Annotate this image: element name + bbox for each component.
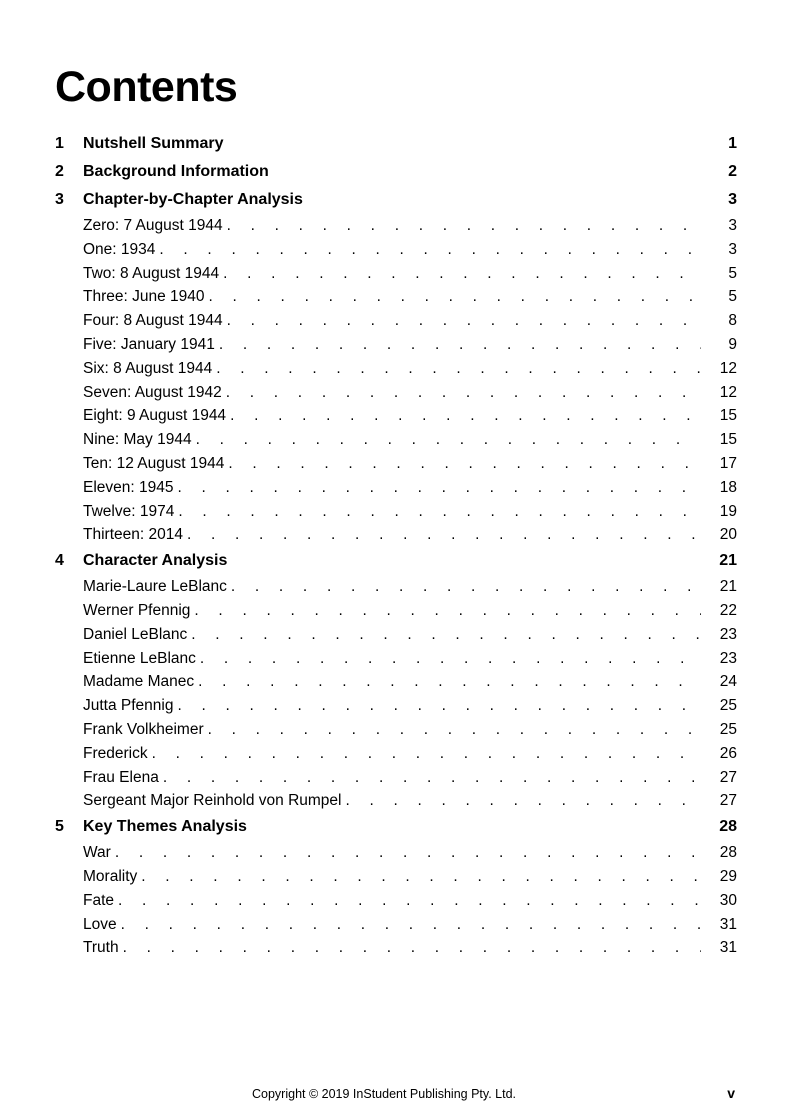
entry-title: War xyxy=(83,844,111,862)
chapter-number: 3 xyxy=(55,191,64,208)
entry-page: 27 xyxy=(719,792,737,810)
entry-page: 18 xyxy=(719,478,737,496)
chapter-page: 1 xyxy=(728,135,737,152)
toc-entry[interactable] xyxy=(55,844,737,868)
dot-leader xyxy=(231,578,701,596)
toc-entry[interactable] xyxy=(55,916,737,940)
dot-leader xyxy=(196,431,701,449)
chapter-page: 21 xyxy=(719,552,737,570)
copyright-notice: Copyright © 2019 InStudent Publishing Pty. Ltd. xyxy=(252,1087,517,1101)
entry-page: 5 xyxy=(728,264,737,282)
toc-entry[interactable] xyxy=(55,336,737,360)
entry-title: Thirteen: 2014 xyxy=(83,526,183,544)
entry-page: 30 xyxy=(719,891,737,909)
entry-page: 26 xyxy=(719,744,737,762)
entry-page: 29 xyxy=(719,867,737,885)
dot-leader xyxy=(178,479,702,497)
toc-entry[interactable] xyxy=(55,626,737,650)
entry-page: 5 xyxy=(728,288,737,306)
entry-page: 31 xyxy=(719,915,737,933)
toc-entry[interactable] xyxy=(55,217,737,241)
entry-page: 9 xyxy=(728,335,737,353)
page-number: v xyxy=(727,1085,735,1101)
entry-page: 17 xyxy=(719,454,737,472)
entry-title: Three: June 1940 xyxy=(83,288,205,306)
dot-leader xyxy=(159,241,701,259)
entry-page: 25 xyxy=(719,720,737,738)
entry-page: 20 xyxy=(719,526,737,544)
dot-leader xyxy=(191,626,701,644)
entry-title: Five: January 1941 xyxy=(83,335,215,353)
entry-page: 19 xyxy=(719,502,737,520)
toc-entry[interactable] xyxy=(55,407,737,431)
chapter-number: 2 xyxy=(55,163,64,180)
toc-entry[interactable] xyxy=(55,384,737,408)
entry-page: 25 xyxy=(719,697,737,715)
dot-leader xyxy=(227,217,701,235)
dot-leader xyxy=(178,503,701,521)
entry-page: 22 xyxy=(719,601,737,619)
dot-leader xyxy=(194,602,701,620)
dot-leader xyxy=(121,916,701,934)
chapter-title: Chapter-by-Chapter Analysis xyxy=(83,191,303,208)
entry-page: 28 xyxy=(719,844,737,862)
dot-leader xyxy=(198,673,701,691)
entry-title: Ten: 12 August 1944 xyxy=(83,454,225,472)
chapter-page: 28 xyxy=(719,818,737,836)
entry-page: 24 xyxy=(719,673,737,691)
dot-leader xyxy=(223,265,701,283)
toc-entry[interactable] xyxy=(55,265,737,289)
toc-entry[interactable] xyxy=(55,939,737,963)
toc-chapter-3[interactable] xyxy=(55,189,737,217)
toc-entry[interactable] xyxy=(55,241,737,265)
dot-leader xyxy=(227,312,701,330)
entry-title: Marie-Laure LeBlanc xyxy=(83,578,227,596)
toc-entry[interactable] xyxy=(55,673,737,697)
chapter-title: Background Information xyxy=(83,163,269,180)
entry-page: 31 xyxy=(719,939,737,957)
toc-entry[interactable] xyxy=(55,650,737,674)
entry-title: Four: 8 August 1944 xyxy=(83,312,223,330)
entry-page: 23 xyxy=(719,625,737,643)
toc-entry[interactable] xyxy=(55,892,737,916)
entry-page: 8 xyxy=(728,312,737,330)
dot-leader xyxy=(209,288,701,306)
dot-leader xyxy=(118,892,701,910)
entry-title: Twelve: 1974 xyxy=(83,502,175,520)
dot-leader xyxy=(141,868,701,886)
toc-entry[interactable] xyxy=(55,721,737,745)
entry-page: 12 xyxy=(719,359,737,377)
entry-title: Frau Elena xyxy=(83,768,159,786)
entry-title: Two: 8 August 1944 xyxy=(83,264,220,282)
toc-entry[interactable] xyxy=(55,868,737,892)
chapter-title: Nutshell Summary xyxy=(83,135,224,152)
entry-page: 15 xyxy=(719,407,737,425)
dot-leader xyxy=(123,939,701,957)
toc-entry[interactable] xyxy=(55,769,737,793)
dot-leader xyxy=(115,844,701,862)
entry-page: 3 xyxy=(728,217,737,234)
toc-entry[interactable] xyxy=(55,360,737,384)
entry-title: Six: 8 August 1944 xyxy=(83,359,213,377)
toc-entry[interactable] xyxy=(55,431,737,455)
entry-page: 12 xyxy=(719,383,737,401)
chapter-page: 2 xyxy=(728,163,737,180)
chapter-number: 1 xyxy=(55,135,64,152)
entry-title: Nine: May 1944 xyxy=(83,431,192,449)
dot-leader xyxy=(200,650,701,668)
entry-title: Truth xyxy=(83,939,119,957)
dot-leader xyxy=(208,721,701,739)
dot-leader xyxy=(228,455,701,473)
dot-leader xyxy=(152,745,701,763)
entry-page: 21 xyxy=(719,578,737,596)
entry-title: Frank Volkheimer xyxy=(83,720,204,738)
entry-page: 27 xyxy=(719,768,737,786)
entry-title: Sergeant Major Reinhold von Rumpel xyxy=(83,792,342,810)
chapter-title: Key Themes Analysis xyxy=(83,818,247,836)
entry-title: Frederick xyxy=(83,744,148,762)
toc-chapter-2[interactable] xyxy=(55,161,737,189)
chapter-title: Character Analysis xyxy=(83,552,228,570)
toc-chapter-4[interactable] xyxy=(55,550,737,578)
entry-page: 3 xyxy=(728,240,737,258)
toc-entry[interactable] xyxy=(55,503,737,527)
page-title: Contents xyxy=(55,63,238,111)
dot-leader xyxy=(216,360,701,378)
dot-leader xyxy=(345,792,701,810)
entry-title: Eleven: 1945 xyxy=(83,478,174,496)
toc-chapter-1[interactable] xyxy=(55,133,737,161)
entry-title: Madame Manec xyxy=(83,673,195,691)
chapter-page: 3 xyxy=(728,191,737,208)
toc-chapter-5[interactable] xyxy=(55,816,737,844)
entry-title: Eight: 9 August 1944 xyxy=(83,407,227,425)
page-footer xyxy=(0,1085,790,1105)
toc-entry[interactable] xyxy=(55,479,737,503)
entry-title: Love xyxy=(83,915,117,933)
dot-leader xyxy=(163,769,701,787)
toc-entry[interactable] xyxy=(55,602,737,626)
entry-title: Jutta Pfennig xyxy=(83,697,174,715)
dot-leader xyxy=(226,384,701,402)
toc-entry[interactable] xyxy=(55,745,737,769)
entry-title: Etienne LeBlanc xyxy=(83,649,196,667)
chapter-number: 4 xyxy=(55,552,64,570)
entry-title: Seven: August 1942 xyxy=(83,383,222,401)
dot-leader xyxy=(187,526,701,544)
dot-leader xyxy=(177,697,701,715)
dot-leader xyxy=(219,336,701,354)
toc-entry[interactable] xyxy=(55,792,737,816)
toc-entry[interactable] xyxy=(55,697,737,721)
toc-entry[interactable] xyxy=(55,578,737,602)
toc-entry[interactable] xyxy=(55,526,737,550)
chapter-number: 5 xyxy=(55,818,64,836)
entry-title: Zero: 7 August 1944 xyxy=(83,217,223,234)
entry-title: Morality xyxy=(83,867,138,885)
entry-page: 23 xyxy=(719,649,737,667)
entry-title: Werner Pfennig xyxy=(83,601,191,619)
table-of-contents xyxy=(55,133,737,963)
dot-leader xyxy=(230,407,701,425)
entry-title: Daniel LeBlanc xyxy=(83,625,188,643)
entry-page: 15 xyxy=(719,431,737,449)
toc-entry[interactable] xyxy=(55,288,737,312)
entry-title: Fate xyxy=(83,891,115,909)
toc-entry[interactable] xyxy=(55,312,737,336)
toc-entry[interactable] xyxy=(55,455,737,479)
entry-title: One: 1934 xyxy=(83,240,156,258)
